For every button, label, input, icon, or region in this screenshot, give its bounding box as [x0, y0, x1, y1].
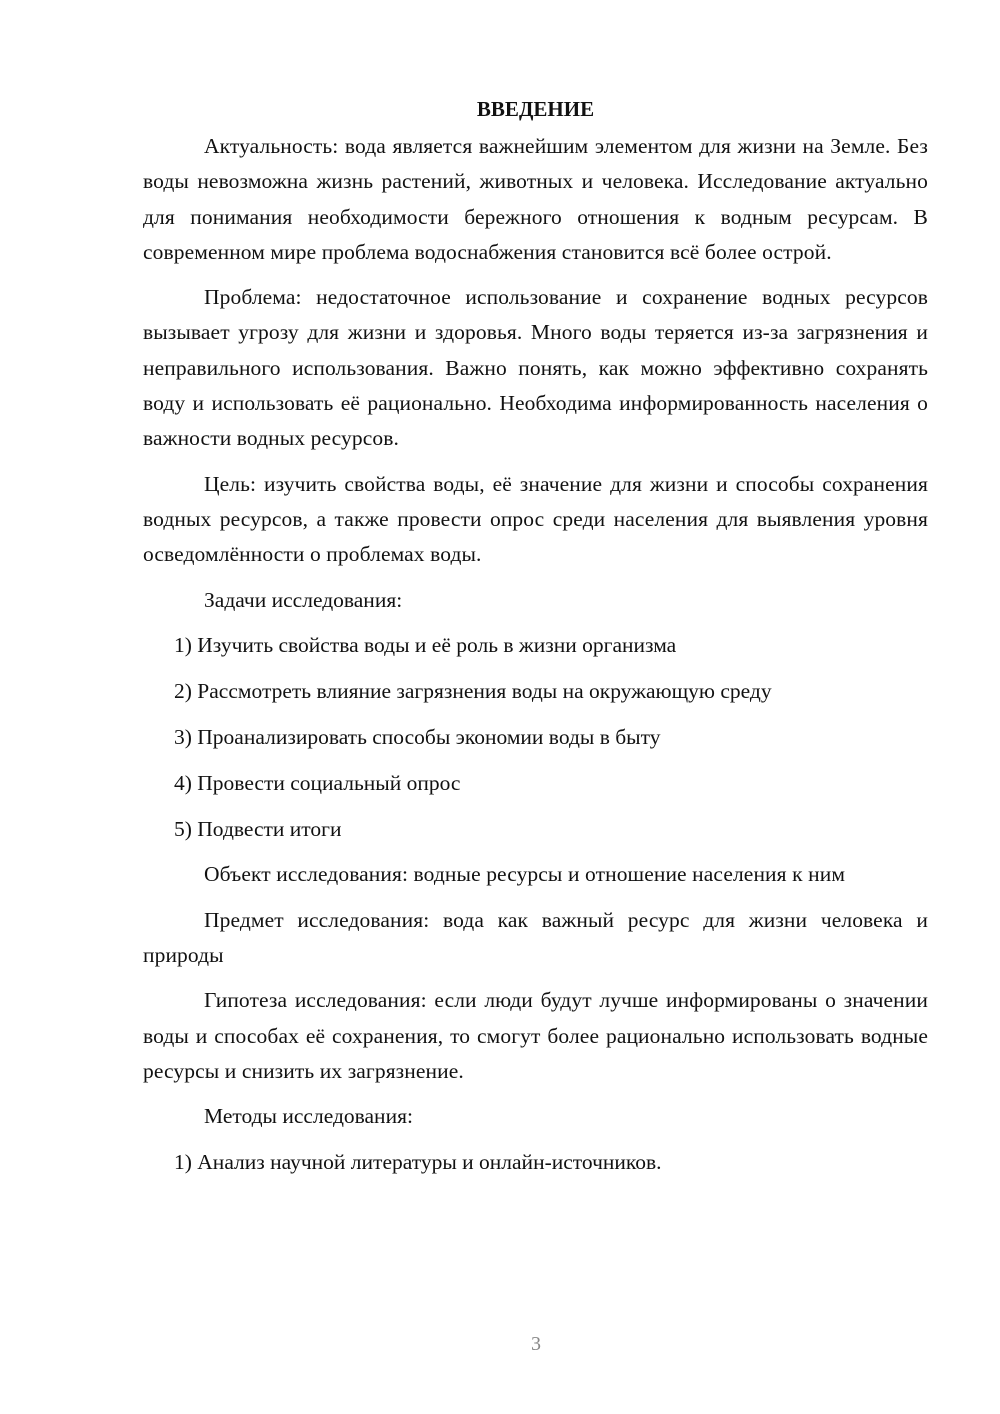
- goal-paragraph: Цель: изучить свойства воды, её значение для жизни и способы сохранения водных ресурсов, а также провести опрос среди населения для выявления уровня осведомлённости о проблемах воды.: [143, 471, 928, 567]
- list-item: 1) Изучить свойства воды и её роль в жизни организма: [174, 633, 677, 658]
- section-heading: ВВЕДЕНИЕ: [476, 97, 595, 121]
- list-item: 5) Подвести итоги: [174, 816, 342, 841]
- list-item: 1) Анализ научной литературы и онлайн-источников.: [174, 1149, 662, 1174]
- document-page: [143, 92, 928, 1191]
- problem-paragraph: Проблема: недостаточное использование и сохранение водных ресурсов вызывает угрозу для жизни и здоровья. Много воды теряется из-за загрязнения и неправильного использования. Важно понять, как можно эффективно сохранять воду и использовать её рационально. Необходима информированность населения о важности водных ресурсов.: [143, 285, 928, 451]
- list-item: 2) Рассмотреть влияние загрязнения воды на окружающую среду: [174, 679, 772, 704]
- tasks-list: [143, 628, 928, 846]
- relevance-paragraph: Актуальность: вода является важнейшим элементом для жизни на Земле. Без воды невозможна жизнь растений, животных и человека. Исследование актуально для понимания необходимости бережного отношения к водным ресурсам. В современном мире проблема водоснабжения становится всё более острой.: [143, 134, 928, 264]
- subject-paragraph: Предмет исследования: вода как важный ресурс для жизни человека и природы: [143, 907, 928, 967]
- list-item: 4) Провести социальный опрос: [174, 770, 461, 795]
- tasks-label: Задачи исследования:: [204, 587, 403, 612]
- object-paragraph: Объект исследования: водные ресурсы и отношение населения к ним: [204, 862, 846, 887]
- page-number: 3: [531, 1333, 541, 1355]
- methods-list: [143, 1145, 928, 1180]
- hypothesis-paragraph: Гипотеза исследования: если люди будут лучше информированы о значении воды и способах её сохранения, то смогут более рационально использовать водные ресурсы и снизить их загрязнение.: [143, 988, 928, 1083]
- list-item: 3) Проанализировать способы экономии воды в быту: [174, 724, 661, 749]
- methods-label: Методы исследования:: [204, 1104, 413, 1129]
